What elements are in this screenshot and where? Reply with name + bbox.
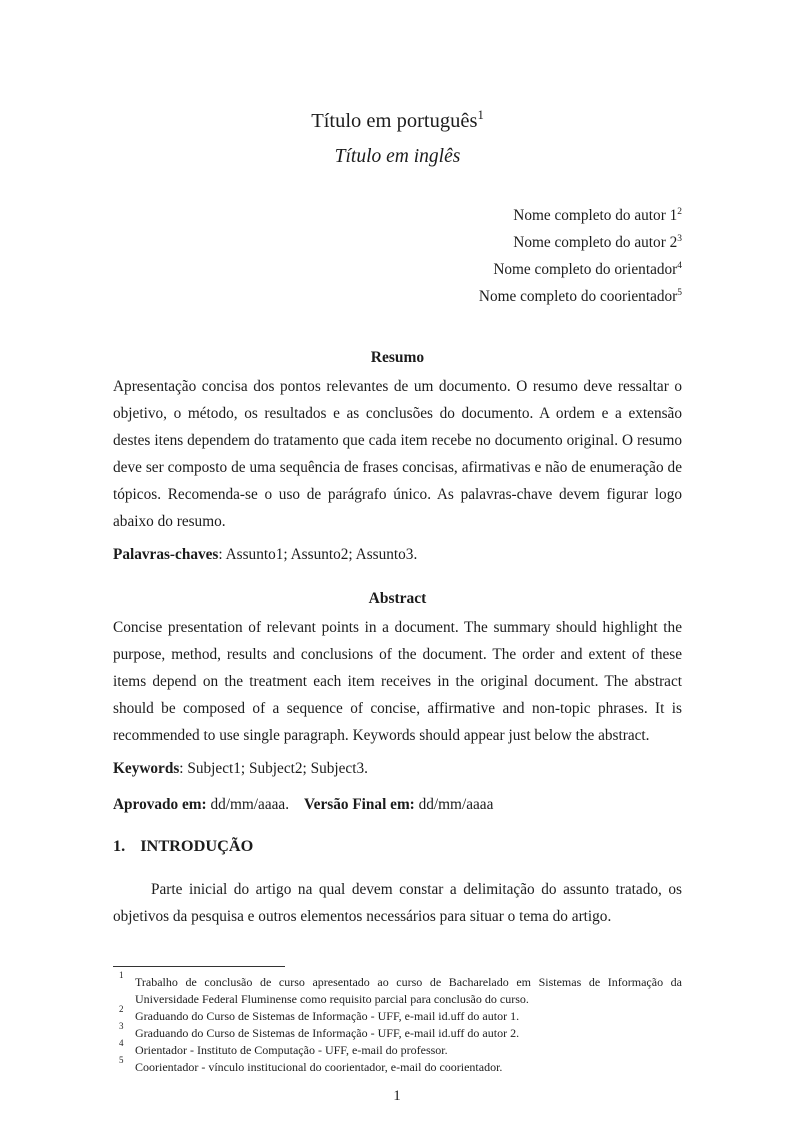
footnote-text: Trabalho de conclusão de curso apresentado ao curso de Bacharelado em Sistemas de Informação da Universidade Federal Fluminense como requisito parcial para conclusão do curso. [135, 975, 682, 1006]
author-line-2 [113, 229, 682, 256]
footnote-item-3: 3 Graduando do Curso de Sistemas de Informação - UFF, e-mail id.uff do autor 2. [119, 1021, 520, 1040]
author-name: Nome completo do orientador [493, 261, 678, 278]
author-footnote-mark: 3 [677, 233, 682, 244]
section-title: INTRODUÇÃO [140, 836, 254, 855]
footnote-area [113, 966, 682, 1076]
footnote-rule [113, 966, 285, 967]
author-footnote-mark: 4 [677, 260, 682, 271]
footnote-item-2: 2 Graduando do Curso de Sistemas de Informação - UFF, e-mail id.uff do autor 1. [119, 1004, 520, 1023]
title-footnote-mark: 1 [477, 108, 484, 123]
author-name: Nome completo do autor 2 [513, 234, 678, 251]
footnote-item-4: 4 Orientador - Instituto de Computação - UFF, e-mail do professor. [119, 1038, 448, 1057]
abstract-heading: Abstract [368, 590, 427, 607]
final-version-date: dd/mm/aaaa [418, 796, 494, 813]
author-name: Nome completo do coorientador [478, 288, 678, 305]
page-number: 1 [393, 1088, 401, 1104]
keywords-label: Keywords [113, 760, 180, 777]
intro-paragraph: Parte inicial do artigo na qual devem constar a delimitação do assunto tratado, os objetivos da pesquisa e outros elementos necessários para situar o tema do artigo. [113, 881, 682, 925]
footnote-text: Orientador - Instituto de Computação - UFF, e-mail do professor. [135, 1043, 448, 1057]
author-name: Nome completo do autor 1 [513, 207, 678, 224]
keywords-line [113, 755, 682, 782]
final-version-label: Versão Final em: [304, 796, 415, 813]
approved-label: Aprovado em: [113, 796, 207, 813]
section-number: 1. [113, 836, 126, 855]
title-portuguese [113, 108, 682, 134]
title-portuguese-text: Título em português [311, 110, 478, 132]
footnote-text: Coorientador - vínculo institucional do coorientador, e-mail do coorientador. [135, 1060, 503, 1074]
keywords-values: : Subject1; Subject2; Subject3. [179, 760, 368, 777]
footnote-item-5: 5 Coorientador - vínculo institucional do coorientador, e-mail do coorientador. [119, 1055, 503, 1074]
abstract-body: Concise presentation of relevant points in a document. The summary should highlight the purpose, method, results and conclusions of the document. The order and extent of these items depend on the treatment each item receives in the original document. The abstract should be composed of a sequence of concise, affirmative and non-topic phrases. It is recommended to use single paragraph. Keywords should appear just below the abstract. [113, 619, 682, 744]
palavras-chave-values: : Assunto1; Assunto2; Assunto3. [218, 546, 418, 563]
author-line-3 [113, 256, 682, 283]
author-footnote-mark: 5 [677, 287, 682, 298]
author-line-4 [113, 283, 682, 310]
author-block [113, 202, 682, 310]
approval-line [113, 791, 682, 818]
footnote-text: Graduando do Curso de Sistemas de Informação - UFF, e-mail id.uff do autor 2. [135, 1026, 520, 1040]
palavras-chave-line [113, 541, 682, 568]
author-line-1 [113, 202, 682, 229]
title-english: Título em inglês [334, 146, 461, 167]
palavras-chave-label: Palavras-chaves [113, 546, 219, 563]
approved-date: dd/mm/aaaa. [210, 796, 290, 813]
author-footnote-mark: 2 [677, 206, 682, 217]
resumo-heading: Resumo [370, 349, 425, 366]
footnote-text: Graduando do Curso de Sistemas de Informação - UFF, e-mail id.uff do autor 1. [135, 1009, 520, 1023]
section-heading-introducao [113, 834, 682, 858]
resumo-body: Apresentação concisa dos pontos relevantes de um documento. O resumo deve ressaltar o objetivo, o método, os resultados e as conclusões do documento. A ordem e a extensão destes itens dependem do tratamento que cada item recebe no documento original. O resumo deve ser composto de uma sequência de frases concisas, afirmativas e não de enumeração de tópicos. Recomenda-se o uso de parágrafo único. As palavras-chave devem figurar logo abaixo do resumo. [113, 378, 682, 530]
footnote-item-1: 1 Trabalho de conclusão de curso apresentado ao curso de Bacharelado em Sistemas de Informação da Universidade Federal Fluminense como requisito parcial para conclusão do curso. [119, 970, 682, 1006]
